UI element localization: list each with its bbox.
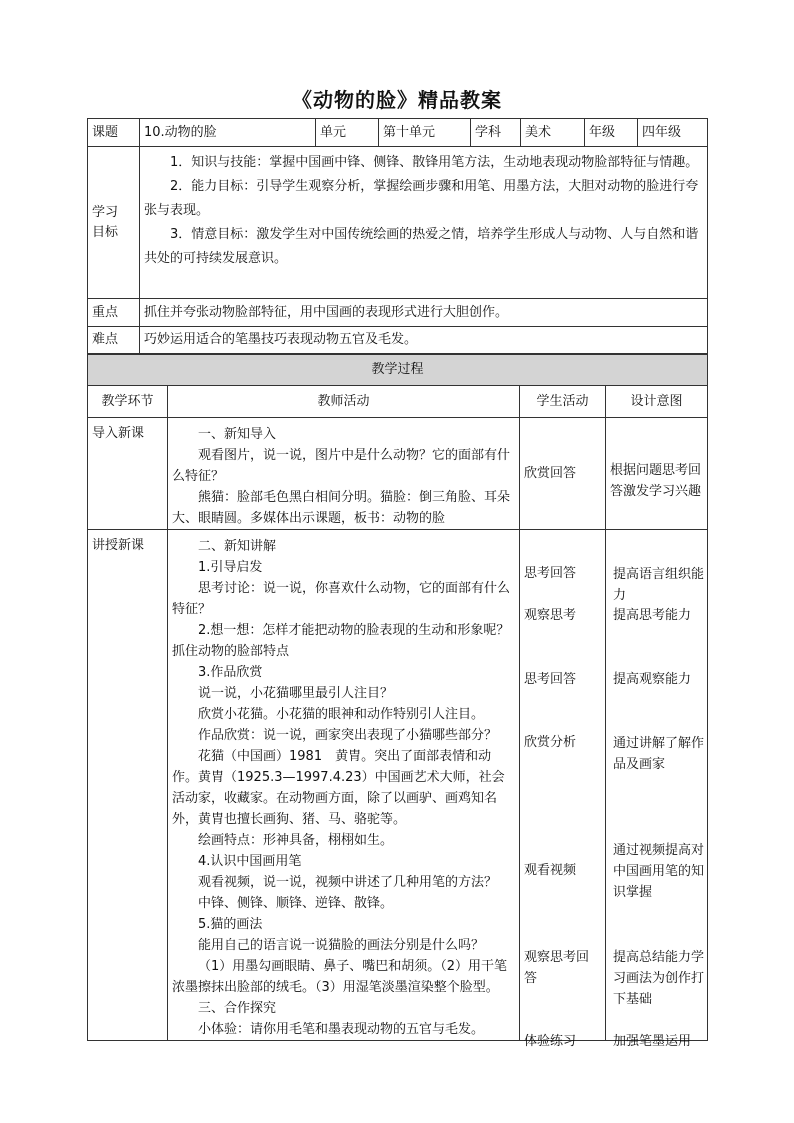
intro-teacher-line: 熊猫：脸部毛色黑白相间分明。猫脸：倒三角脸、耳朵大、眼睛圆。多媒体出示课题，板书：动物的脸 [172, 490, 511, 526]
course-row [88, 119, 708, 147]
design-intent: 提高观察能力 [613, 672, 692, 687]
col-teacher-header: 教师活动 [168, 386, 520, 418]
unit-label: 单元 [316, 119, 379, 147]
goals-content [140, 147, 708, 299]
intro-intent: 根据问题思考回答激发学习兴趣 [606, 418, 708, 530]
difficulty-text: 巧妙运用适合的笔墨技巧表现动物五官及毛发。 [140, 327, 708, 354]
lecture-teacher-line: （1）用墨勾画眼睛、鼻子、嘴巴和胡须。（2）用干笔浓墨擦抹出脸部的绒毛。（3）用湿笔淡墨渲染整个脸型。 [172, 959, 508, 995]
goal-item: 1．知识与技能：掌握中国画中锋、侧锋、散锋用笔方法，生动地表现动物脸部特征与情趣。 [170, 155, 699, 170]
intro-row [88, 418, 708, 530]
lecture-row [88, 530, 708, 1041]
unit-value: 第十单元 [379, 119, 471, 147]
lecture-intent [606, 530, 708, 1049]
key-point-row [88, 299, 708, 327]
design-intent: 提高思考能力 [613, 608, 692, 623]
lecture-teacher-line: 绘画特点：形神具备，栩栩如生。 [198, 833, 394, 848]
lecture-teacher-line: 说一说，小花猫哪里最引人注目？ [198, 686, 394, 701]
student-activity: 思考回答 [524, 566, 577, 581]
student-activity: 观看视频 [524, 863, 577, 878]
grade-label: 年级 [585, 119, 638, 147]
design-intent: 通过讲解了解作品及画家 [613, 736, 705, 772]
col-intent-header: 设计意图 [606, 386, 708, 418]
difficulty-label: 难点 [88, 327, 140, 354]
goal-item: 2．能力目标：引导学生观察分析，掌握绘画步骤和用笔、用墨方法，大胆对动物的脸进行夸张与表现。 [144, 179, 699, 218]
teaching-process-table [87, 354, 708, 1049]
design-intent: 通过视频提高对中国画用笔的知识掌握 [613, 843, 705, 900]
lecture-teacher-line: 2.想一想：怎样才能把动物的脸表现的生动和形象呢？抓住动物的脸部特点 [172, 623, 510, 659]
lecture-teacher-line: 花猫（中国画）1981 黄胄。突出了面部表情和动作。黄胄（1925.3—1997.4.23）中国画艺术大师，社会活动家，收藏家。在动物画方面，除了以画驴、画鸡知名外，黄胄也擅长画狗、猪、马、骆驼等。 [172, 749, 505, 827]
student-activity: 体验练习 [524, 1034, 577, 1049]
lecture-teacher-line: 作品欣赏：说一说，画家突出表现了小猫哪些部分？ [198, 728, 498, 743]
student-activity: 观察思考回答 [524, 950, 590, 986]
lecture-stage: 讲授新课 [88, 530, 168, 1041]
intro-teacher-line: 一、新知导入 [198, 427, 277, 442]
lecture-teacher-line: 小体验：请你用毛笔和墨表现动物的五官与毛发。 [198, 1022, 485, 1037]
lecture-teacher [168, 530, 520, 1041]
subject-value: 美术 [521, 119, 585, 147]
lesson-info-table [87, 118, 708, 354]
grade-value: 四年级 [638, 119, 708, 147]
lecture-teacher-line: 观看视频，说一说，视频中讲述了几种用笔的方法？ [198, 875, 498, 890]
key-point-text: 抓住并夸张动物脸部特征，用中国画的表现形式进行大胆创作。 [140, 299, 708, 327]
lecture-teacher-line: 思考讨论：说一说，你喜欢什么动物，它的面部有什么特征？ [172, 581, 511, 617]
process-title-row [88, 355, 708, 386]
design-intent: 提高语言组织能力 [613, 567, 705, 603]
intro-teacher [168, 418, 520, 530]
lecture-teacher-line: 3.作品欣赏 [198, 665, 263, 680]
lecture-teacher-line: 中锋、侧锋、顺锋、逆锋、散锋。 [198, 896, 394, 911]
lecture-teacher-line: 二、新知讲解 [198, 539, 277, 554]
process-header-row [88, 386, 708, 418]
goal-item: 3．情意目标：激发学生对中国传统绘画的热爱之情，培养学生形成人与动物、人与自然和谐共处的可持续发展意识。 [144, 227, 699, 266]
student-activity: 观察思考 [524, 608, 577, 623]
lecture-teacher-line: 三、合作探究 [198, 1001, 277, 1016]
subject-label: 学科 [471, 119, 521, 147]
col-stage-header: 教学环节 [88, 386, 168, 418]
goals-label-line1: 学习 [92, 204, 119, 220]
intro-teacher-line: 观看图片，说一说，图片中是什么动物？它的面部有什么特征？ [172, 448, 511, 484]
student-activity: 思考回答 [524, 672, 577, 687]
design-intent: 加强笔墨运用 [613, 1034, 692, 1049]
student-activity: 欣赏分析 [524, 735, 577, 750]
key-point-label: 重点 [88, 299, 140, 327]
lecture-teacher-line: 欣赏小花猫。小花猫的眼神和动作特别引人注目。 [198, 707, 485, 722]
lecture-teacher-line: 能用自己的语言说一说猫脸的画法分别是什么吗？ [198, 938, 485, 953]
lecture-teacher-line: 5.猫的画法 [198, 917, 263, 932]
goals-row [88, 147, 708, 299]
intro-stage: 导入新课 [88, 418, 168, 530]
lecture-student [520, 530, 606, 1049]
lecture-teacher-line: 4.认识中国画用笔 [198, 854, 302, 869]
course-value: 10.动物的脸 [140, 119, 316, 147]
course-label: 课题 [88, 119, 140, 147]
intro-student: 欣赏回答 [520, 418, 606, 530]
process-section-title: 教学过程 [88, 355, 708, 386]
goals-label-line2: 目标 [92, 224, 119, 240]
difficulty-row [88, 327, 708, 354]
col-student-header: 学生活动 [520, 386, 606, 418]
goals-label [88, 147, 140, 299]
page-title: 《动物的脸》精品教案 [292, 88, 502, 112]
design-intent: 提高总结能力学习画法为创作打下基础 [613, 950, 705, 1007]
lecture-teacher-line: 1.引导启发 [198, 560, 263, 575]
